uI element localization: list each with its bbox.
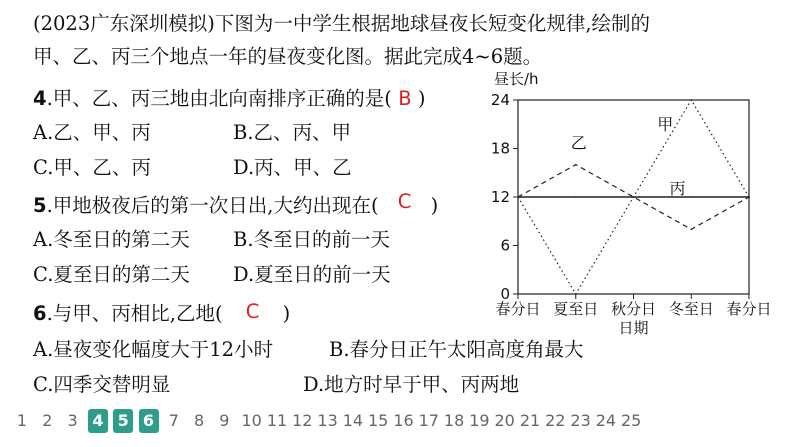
page-4-link[interactable]: 4 [88,409,108,433]
page-8-link[interactable]: 8 [194,411,205,430]
option-d: D.丙、甲、乙 [233,156,352,179]
data-point [575,293,577,295]
page-14-link[interactable]: 14 [342,411,364,430]
page-12-link[interactable]: 12 [292,411,313,430]
data-point [690,99,692,101]
question-number: 4 [33,87,47,110]
data-point [517,196,519,198]
page-17-link[interactable]: 17 [418,411,439,430]
close-paren: ) [430,194,439,217]
page-20-link[interactable]: 20 [494,411,515,430]
y-tick-label: 6 [500,236,510,255]
x-tick-label: 冬至日 [668,300,714,318]
question-text: .甲地极夜后的第一次日出,大约出现在( [46,194,379,217]
data-point [575,196,577,198]
question-text: .甲、乙、丙三地由北向南排序正确的是( [46,87,392,110]
option-c: C.夏至日的第二天 [33,263,190,286]
intro-line-2: 甲、乙、丙三个地点一年的昼夜变化图。据此完成4~6题。 [33,45,543,68]
x-axis-title: 日期 [618,319,649,337]
option-a: A.冬至日的第二天 [33,228,190,251]
answer-mark: C [245,300,260,323]
data-point [690,229,692,231]
answer-mark: C [397,190,412,213]
data-point [575,164,577,166]
page-24-link[interactable]: 24 [595,411,617,430]
series-label: 甲 [657,115,674,134]
question-4-stem [33,87,426,111]
page-13-link[interactable]: 13 [317,411,338,430]
option-d: D.夏至日的前一天 [233,263,391,286]
page-navigation [0,409,794,435]
y-tick-label: 18 [490,139,510,158]
x-tick-label: 春分日 [726,300,772,318]
option-c: C.甲、乙、丙 [33,156,151,179]
page-19-link[interactable]: 19 [469,411,490,430]
x-tick-label: 夏至日 [553,300,599,318]
x-tick-label: 秋分日 [610,300,657,318]
option-c: C.四季交替明显 [33,373,171,396]
page-18-link[interactable]: 18 [443,411,465,430]
y-tick-label: 0 [500,285,510,303]
intro-line-1: (2023广东深圳模拟)下图为一中学生根据地球昼夜长短变化规律,绘制的 [33,12,651,35]
series-label: 乙 [570,133,587,153]
page-16-link[interactable]: 16 [393,411,414,430]
data-point [633,196,635,198]
question-number: 5 [33,194,47,217]
option-d: D.地方时早于甲、丙两地 [303,373,520,396]
page-6-link[interactable]: 6 [139,409,159,433]
option-b: B.乙、丙、甲 [233,121,352,144]
y-axis-title: 昼长/h [494,72,539,88]
page-21-link[interactable]: 21 [519,411,541,430]
close-paren: ) [417,87,426,110]
page-5-link[interactable]: 5 [113,409,133,433]
page-2-link[interactable]: 2 [42,411,53,430]
page-11-link[interactable]: 11 [266,411,288,430]
page-1-link[interactable]: 1 [16,411,28,430]
y-tick-label: 24 [490,91,510,109]
question-number: 6 [33,302,47,325]
y-tick-label: 12 [490,188,510,206]
close-paren: ) [282,302,291,325]
page-22-link[interactable]: 22 [545,411,566,430]
data-point [690,196,692,198]
answer-mark: B [398,87,412,110]
page-9-link[interactable]: 9 [219,411,230,430]
question-6-stem [33,302,290,326]
page-3-link[interactable]: 3 [67,411,78,430]
page-23-link[interactable]: 23 [570,411,591,430]
series-label: 丙 [669,179,686,198]
page-25-link[interactable]: 25 [621,411,642,430]
option-b: B.春分日正午太阳高度角最大 [329,338,584,361]
question-5-stem [33,190,439,218]
option-a: A.昼夜变化幅度大于12小时 [33,338,274,361]
page-7-link[interactable]: 7 [168,411,179,430]
page-15-link[interactable]: 15 [368,411,389,430]
question-text: .与甲、丙相比,乙地( [46,302,223,325]
page-10-link[interactable]: 10 [241,411,262,430]
option-b: B.冬至日的前一天 [233,228,391,251]
x-tick-label: 春分日 [495,300,541,318]
data-point [748,196,750,198]
option-a: A.乙、甲、丙 [33,121,151,144]
day-length-chart [488,72,784,342]
